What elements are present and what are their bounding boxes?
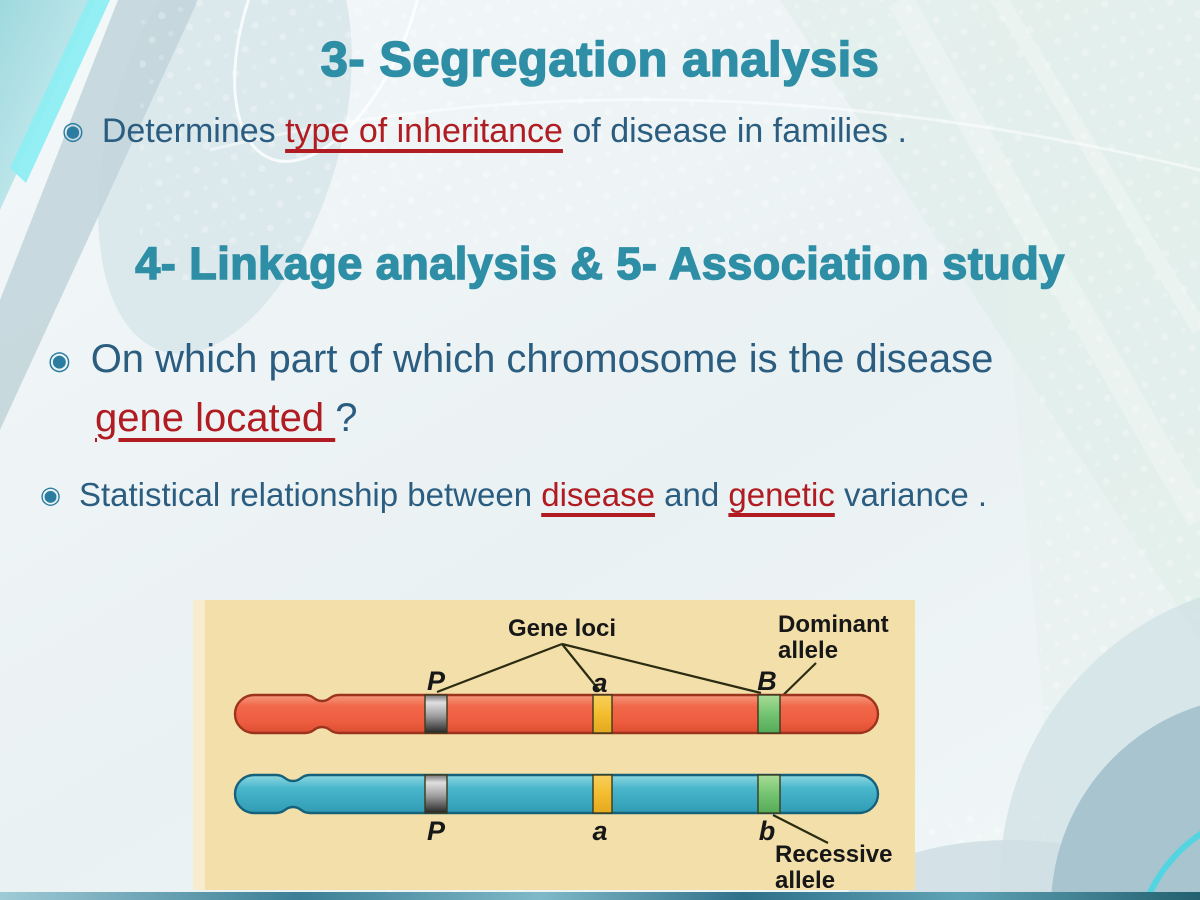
- bullet-text-highlight: genetic: [728, 476, 835, 513]
- bottom-strip: [0, 892, 1200, 900]
- dominant-allele-label-2: allele: [778, 637, 839, 664]
- locus-band-a-bottom: [593, 775, 612, 813]
- locus-band-P-top: [425, 695, 447, 733]
- locus-band-a-top: [593, 695, 612, 733]
- locus-letter-B-top: B: [757, 666, 777, 696]
- recessive-allele-label-2: allele: [775, 867, 836, 890]
- bullet-text-highlight: gene located: [95, 395, 336, 440]
- bullet-icon: ◉: [62, 116, 84, 145]
- bullet-gene-location: [48, 330, 993, 448]
- bullet-segregation: [62, 112, 907, 151]
- locus-band-b-bottom: [758, 775, 780, 813]
- section-heading: 4- Linkage analysis & 5- Association study: [135, 238, 1065, 289]
- bullet-text: Determines: [101, 112, 286, 150]
- bullet-line: [48, 330, 993, 389]
- bullet-text: of disease in families .: [562, 112, 907, 150]
- locus-band-B-top: [758, 695, 780, 733]
- page-title: 3- Segregation analysis: [320, 33, 880, 87]
- locus-band-P-bottom: [425, 775, 447, 813]
- locus-letter-b-bottom: b: [758, 816, 776, 846]
- locus-letter-P-top: P: [426, 666, 446, 696]
- gene-loci-label: Gene loci: [507, 615, 617, 642]
- bullet-text: ?: [335, 395, 358, 440]
- bullet-text: variance .: [834, 476, 988, 513]
- bullet-text: Statistical relationship between: [78, 476, 542, 513]
- chromosome-diagram: [193, 600, 915, 890]
- bullet-text: and: [654, 476, 729, 513]
- chromosome-body-red: [235, 695, 878, 733]
- locus-letter-a-top: a: [592, 668, 608, 698]
- locus-letter-P-bottom: P: [426, 816, 446, 846]
- diagram-edge-strip: [193, 600, 205, 890]
- bullet-statistical: [40, 476, 987, 514]
- top-chromosome: [235, 695, 878, 733]
- dominant-allele-label: Dominant: [778, 611, 889, 638]
- bullet-text: On which part of which chromosome is the disease: [90, 337, 994, 381]
- bullet-icon: ◉: [40, 481, 61, 509]
- bottom-chromosome: [235, 775, 878, 813]
- recessive-allele-label: Recessive: [775, 841, 893, 868]
- chromosome-body-blue: [235, 775, 878, 813]
- bullet-icon: ◉: [48, 346, 71, 376]
- bullet-line: [48, 389, 993, 448]
- bullet-text-highlight: disease: [541, 476, 655, 513]
- bullet-text-highlight: type of inheritance: [285, 112, 563, 150]
- locus-letter-a-bottom: a: [592, 816, 608, 846]
